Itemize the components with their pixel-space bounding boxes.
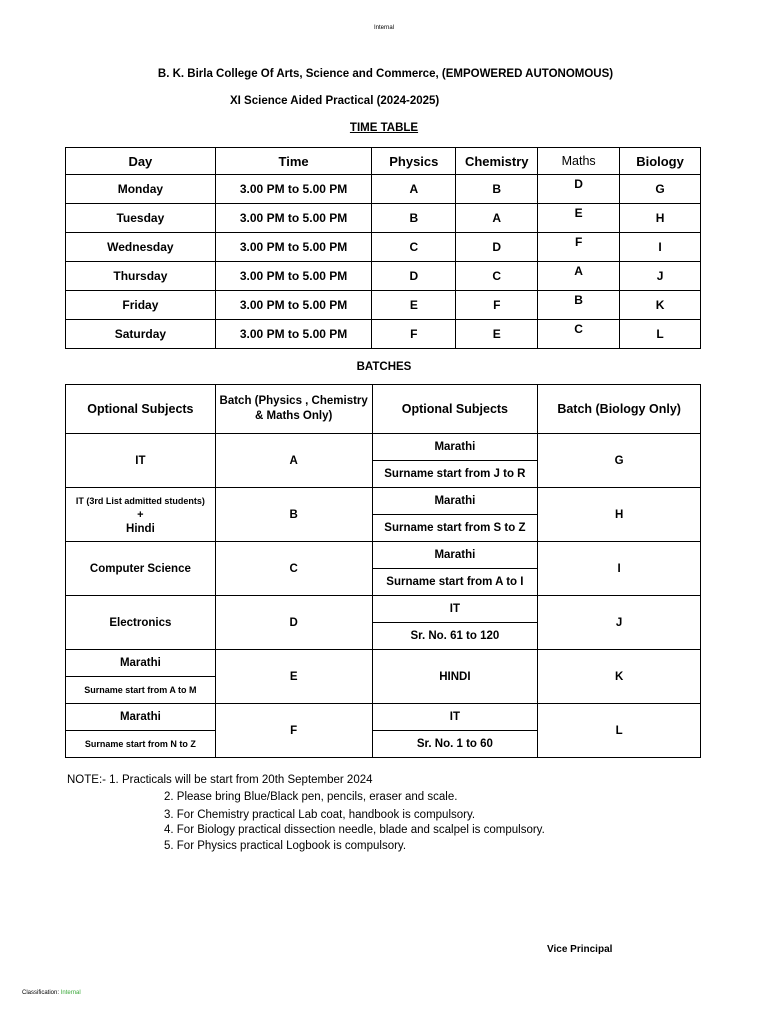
cell-time: 3.00 PM to 5.00 PM bbox=[215, 291, 372, 320]
cell-chemistry: E bbox=[456, 320, 538, 349]
cell-day: Wednesday bbox=[66, 233, 216, 262]
cell-optional-bottom: Surname start from J to R bbox=[372, 461, 538, 488]
batches-header-row bbox=[66, 385, 701, 434]
cell-batch: E bbox=[215, 650, 372, 704]
signature-vice-principal: Vice Principal bbox=[547, 944, 613, 955]
cell-batch: A bbox=[215, 434, 372, 488]
cell-subject: Electronics bbox=[66, 596, 216, 650]
cell-optional-bottom: Surname start from A to I bbox=[372, 569, 538, 596]
cell-optional-top: Marathi bbox=[372, 434, 538, 461]
timetable-title: TIME TABLE bbox=[349, 122, 419, 134]
table-row bbox=[66, 596, 701, 623]
subject-main-text: Hindi bbox=[126, 522, 155, 535]
cell-biology: G bbox=[620, 175, 701, 204]
cell-time: 3.00 PM to 5.00 PM bbox=[215, 175, 372, 204]
cell-maths: E bbox=[538, 204, 620, 233]
header-chemistry: Chemistry bbox=[456, 148, 538, 175]
cell-chemistry: A bbox=[456, 204, 538, 233]
cell-subject-bottom: Surname start from A to M bbox=[66, 677, 216, 704]
cell-time: 3.00 PM to 5.00 PM bbox=[215, 320, 372, 349]
cell-subject: Computer Science bbox=[66, 542, 216, 596]
internal-label: Internal bbox=[373, 25, 394, 31]
cell-chemistry: C bbox=[456, 262, 538, 291]
cell-optional-top: IT bbox=[372, 596, 538, 623]
batches-title: BATCHES bbox=[356, 361, 412, 373]
header-batch-pcm: Batch (Physics , Chemistry & Maths Only) bbox=[215, 385, 372, 434]
batches-table bbox=[65, 384, 701, 758]
cell-optional-bottom: Sr. No. 61 to 120 bbox=[372, 623, 538, 650]
cell-maths: D bbox=[538, 175, 620, 204]
cell-subject: IT bbox=[66, 434, 216, 488]
cell-time: 3.00 PM to 5.00 PM bbox=[215, 204, 372, 233]
cell-bio-batch: G bbox=[538, 434, 701, 488]
cell-physics: D bbox=[372, 262, 456, 291]
table-row bbox=[66, 650, 701, 677]
header-optional-subjects-2: Optional Subjects bbox=[372, 385, 538, 434]
cell-subject-top: Marathi bbox=[66, 704, 216, 731]
table-row bbox=[66, 704, 701, 731]
cell-optional: HINDI bbox=[372, 650, 538, 704]
cell-maths: F bbox=[538, 233, 620, 262]
cell-day: Thursday bbox=[66, 262, 216, 291]
cell-bio-batch: H bbox=[538, 488, 701, 542]
table-row bbox=[66, 542, 701, 569]
header-maths: Maths bbox=[538, 148, 620, 175]
cell-biology: L bbox=[620, 320, 701, 349]
cell-chemistry: B bbox=[456, 175, 538, 204]
cell-day: Tuesday bbox=[66, 204, 216, 233]
cell-batch: F bbox=[215, 704, 372, 758]
cell-batch: B bbox=[215, 488, 372, 542]
header-batch-biology: Batch (Biology Only) bbox=[538, 385, 701, 434]
table-row bbox=[66, 291, 701, 320]
cell-chemistry: D bbox=[456, 233, 538, 262]
cell-time: 3.00 PM to 5.00 PM bbox=[215, 233, 372, 262]
header-day: Day bbox=[66, 148, 216, 175]
cell-maths: A bbox=[538, 262, 620, 291]
cell-physics: F bbox=[372, 320, 456, 349]
note-4: 4. For Biology practical dissection needle, blade and scalpel is compulsory. bbox=[164, 824, 545, 836]
cell-optional-bottom: Sr. No. 1 to 60 bbox=[372, 731, 538, 758]
header-biology: Biology bbox=[620, 148, 701, 175]
classification-footer bbox=[22, 990, 81, 996]
cell-subject-top: Marathi bbox=[66, 650, 216, 677]
cell-optional-top: IT bbox=[372, 704, 538, 731]
table-row bbox=[66, 204, 701, 233]
note-1: NOTE:- 1. Practicals will be start from 20th September 2024 bbox=[67, 774, 373, 786]
table-row bbox=[66, 434, 701, 461]
cell-biology: J bbox=[620, 262, 701, 291]
header-physics: Physics bbox=[372, 148, 456, 175]
cell-time: 3.00 PM to 5.00 PM bbox=[215, 262, 372, 291]
cell-bio-batch: L bbox=[538, 704, 701, 758]
cell-bio-batch: I bbox=[538, 542, 701, 596]
cell-biology: K bbox=[620, 291, 701, 320]
note-5: 5. For Physics practical Logbook is compulsory. bbox=[164, 840, 407, 852]
timetable-header-row bbox=[66, 148, 701, 175]
cell-physics: B bbox=[372, 204, 456, 233]
cell-biology: H bbox=[620, 204, 701, 233]
note-3: 3. For Chemistry practical Lab coat, handbook is compulsory. bbox=[164, 809, 476, 821]
cell-chemistry: F bbox=[456, 291, 538, 320]
cell-maths: B bbox=[538, 291, 620, 320]
cell-bio-batch: K bbox=[538, 650, 701, 704]
header-optional-subjects: Optional Subjects bbox=[66, 385, 216, 434]
cell-optional-bottom: Surname start from S to Z bbox=[372, 515, 538, 542]
cell-day: Saturday bbox=[66, 320, 216, 349]
cell-batch: D bbox=[215, 596, 372, 650]
header-time: Time bbox=[215, 148, 372, 175]
cell-biology: I bbox=[620, 233, 701, 262]
cell-physics: A bbox=[372, 175, 456, 204]
subject-small-text: IT (3rd List admitted students) bbox=[75, 495, 205, 506]
classification-label: Classification: bbox=[22, 990, 60, 996]
cell-optional-top: Marathi bbox=[372, 542, 538, 569]
document-subtitle: XI Science Aided Practical (2024-2025) bbox=[230, 95, 440, 107]
timetable bbox=[65, 147, 701, 349]
table-row bbox=[66, 320, 701, 349]
college-name: B. K. Birla College Of Arts, Science and Commerce, (EMPOWERED AUTONOMOUS) bbox=[157, 68, 614, 80]
cell-subject-bottom: Surname start from N to Z bbox=[66, 731, 216, 758]
cell-day: Friday bbox=[66, 291, 216, 320]
note-2: 2. Please bring Blue/Black pen, pencils, eraser and scale. bbox=[164, 791, 458, 803]
cell-physics: C bbox=[372, 233, 456, 262]
table-row bbox=[66, 233, 701, 262]
cell-subject bbox=[66, 488, 216, 542]
table-row bbox=[66, 488, 701, 515]
table-row bbox=[66, 175, 701, 204]
cell-maths: C bbox=[538, 320, 620, 349]
classification-value: Internal bbox=[60, 990, 81, 996]
cell-batch: C bbox=[215, 542, 372, 596]
cell-bio-batch: J bbox=[538, 596, 701, 650]
cell-day: Monday bbox=[66, 175, 216, 204]
cell-optional-top: Marathi bbox=[372, 488, 538, 515]
cell-physics: E bbox=[372, 291, 456, 320]
table-row bbox=[66, 262, 701, 291]
subject-plus: + bbox=[137, 508, 144, 521]
